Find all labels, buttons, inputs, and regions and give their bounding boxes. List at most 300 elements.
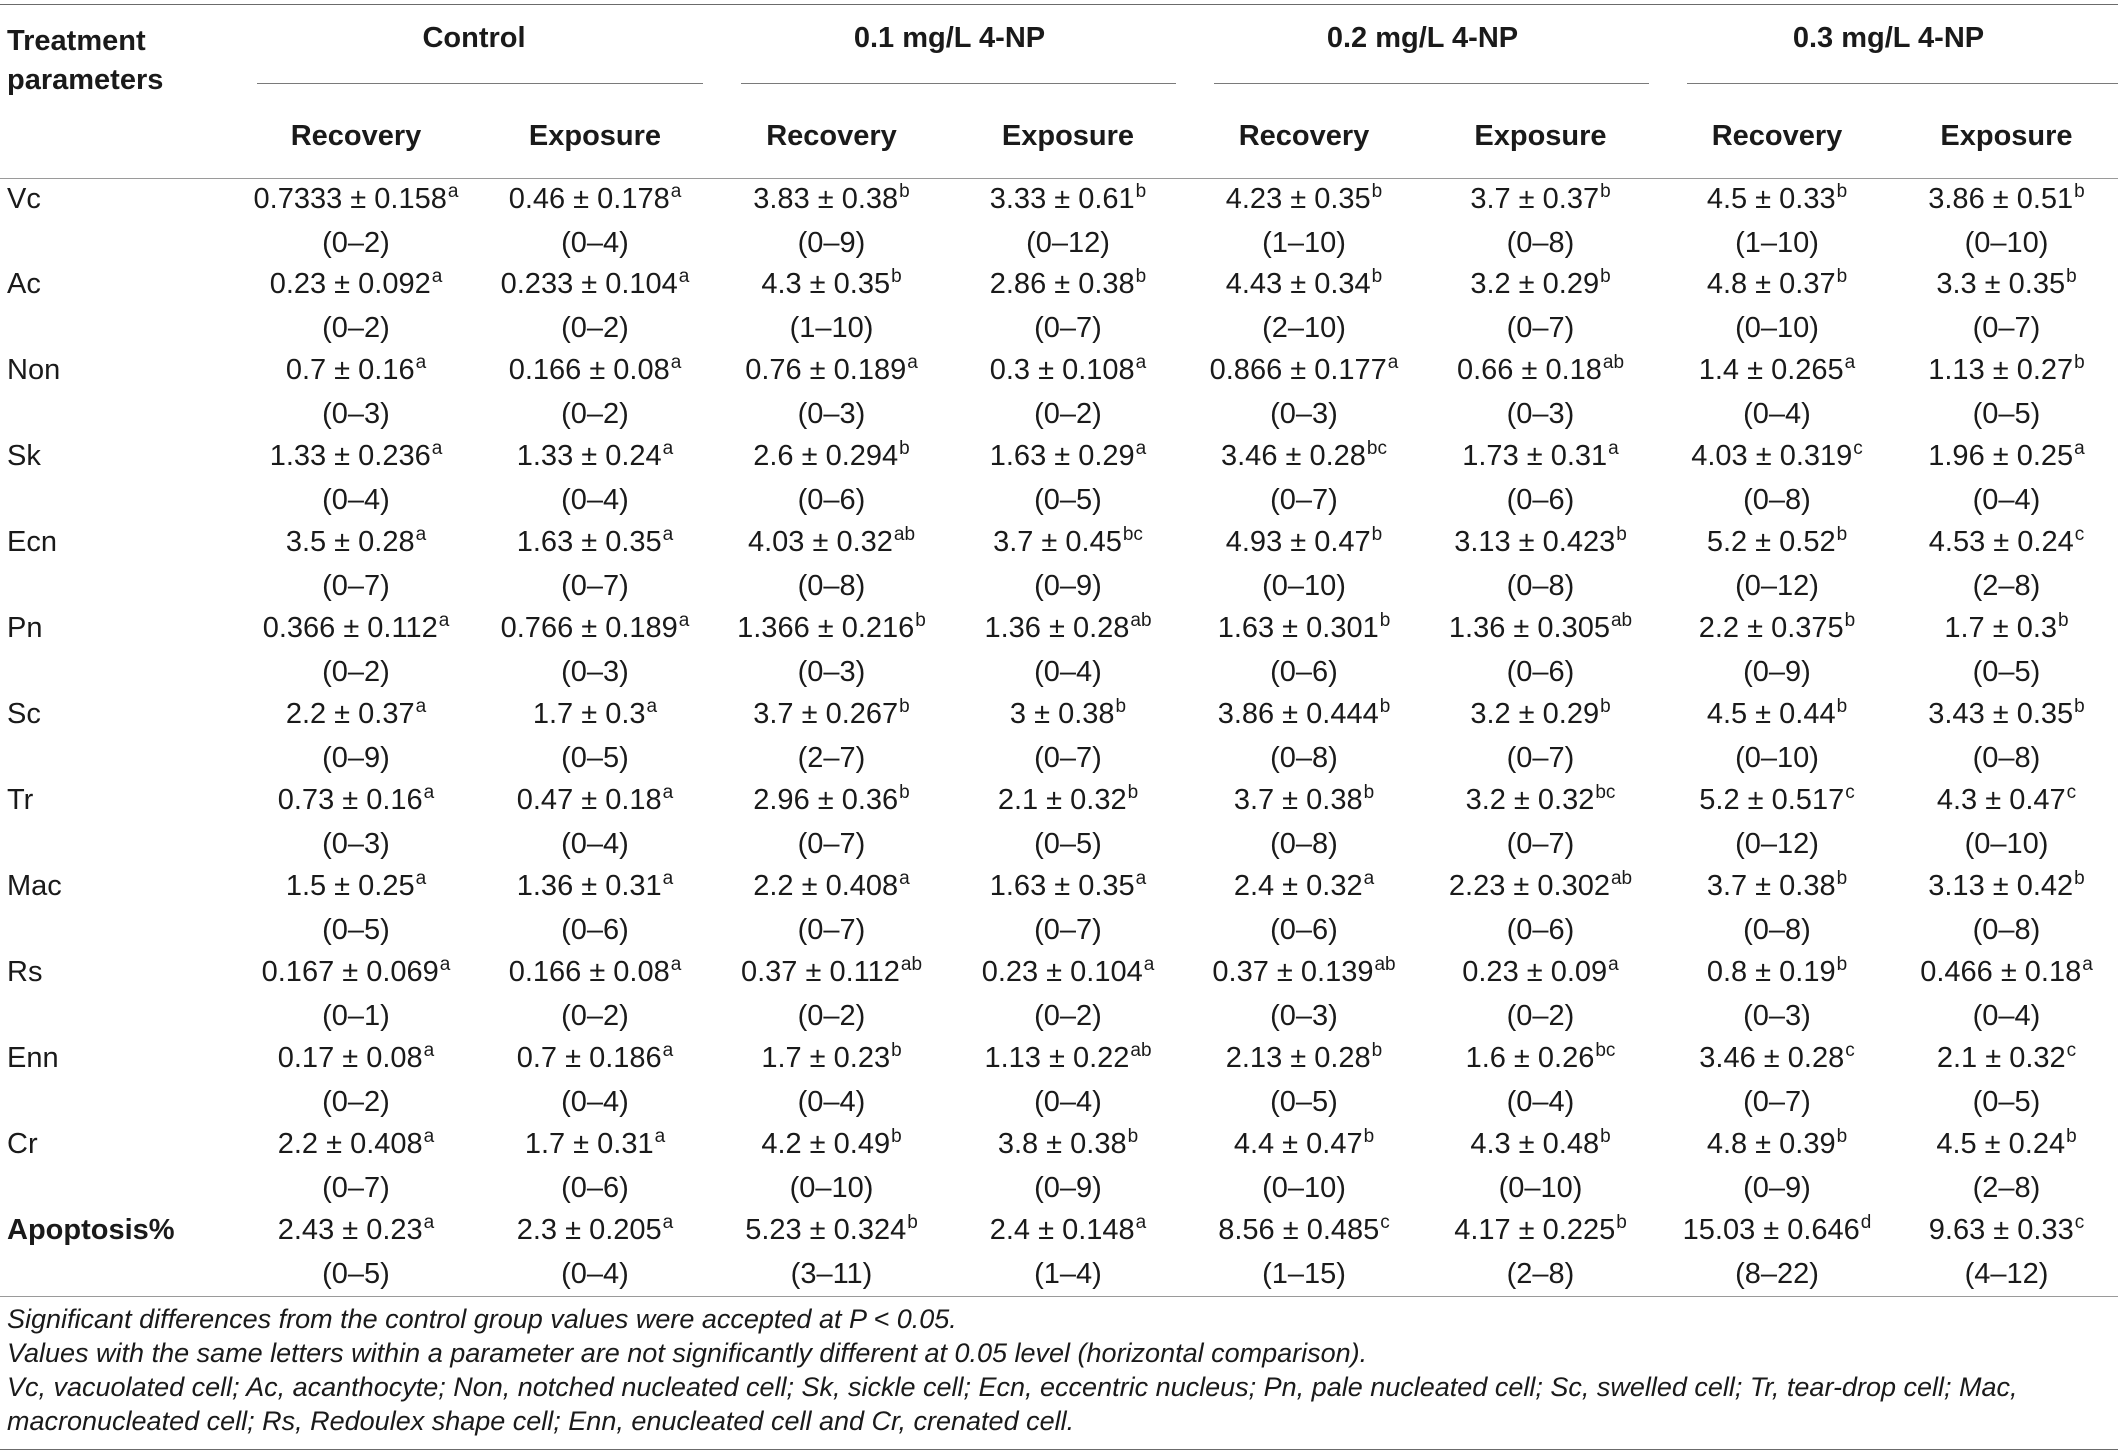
cell-range: (1–10) <box>1262 226 1346 259</box>
significance-letter: c <box>1845 782 1855 803</box>
significance-letter: b <box>1836 1126 1848 1147</box>
cell-mean-value <box>1186 952 1422 996</box>
cell-mean-value <box>1186 608 1422 652</box>
table-body <box>0 178 2118 1296</box>
mean-sd-text: 1.33 ± 0.24 <box>516 440 662 472</box>
data-cell <box>235 1124 477 1210</box>
data-cell <box>477 350 713 436</box>
mean-sd-text: 3.43 ± 0.35 <box>1928 698 2074 730</box>
data-cell <box>1659 522 1895 608</box>
cell-range: (0–10) <box>789 1172 874 1204</box>
mean-sd-text: 0.7 ± 0.186 <box>516 1042 662 1074</box>
table-row <box>0 866 2118 952</box>
significance-letter: a <box>447 180 459 202</box>
mean-sd-text: 1.6 ± 0.26 <box>1465 1042 1595 1074</box>
data-cell <box>235 694 477 780</box>
cell-mean-value <box>235 694 477 738</box>
data-cell <box>950 436 1186 522</box>
param-header <box>0 6 235 100</box>
data-cell <box>713 522 950 608</box>
data-cell <box>1422 1124 1659 1210</box>
group-header-row <box>0 6 2118 100</box>
cell-mean-value <box>950 350 1186 394</box>
cell-mean-value <box>1422 350 1659 394</box>
data-cell <box>1895 608 2118 694</box>
cell-mean-value <box>235 264 477 308</box>
cell-range: (0–4) <box>1743 398 1811 430</box>
data-cell <box>950 1210 1186 1296</box>
mean-sd-text: 4.43 ± 0.34 <box>1225 268 1371 300</box>
cell-range: (0–4) <box>561 484 629 516</box>
cell-mean-value <box>235 179 477 223</box>
data-cell <box>1186 264 1422 350</box>
significance-letter: a <box>678 610 690 631</box>
significance-letter: a <box>662 438 674 459</box>
row-param-label: Ac <box>7 268 41 300</box>
mean-sd-text: 4.8 ± 0.37 <box>1706 268 1836 300</box>
data-cell <box>713 1210 950 1296</box>
cell-range: (0–7) <box>797 828 866 860</box>
mean-sd-text: 2.13 ± 0.28 <box>1225 1042 1371 1074</box>
significance-letter: c <box>1380 1212 1390 1233</box>
page-bottom-rule <box>0 1449 2118 1450</box>
data-cell <box>1422 350 1659 436</box>
cell-mean-value <box>950 694 1186 738</box>
cell-range: (1–15) <box>1262 1258 1346 1290</box>
cell-mean-value <box>477 1038 713 1082</box>
data-cell <box>1659 1038 1895 1124</box>
data-cell <box>477 178 713 264</box>
cell-range: (0–10) <box>1262 570 1346 602</box>
data-cell <box>713 694 950 780</box>
cell-mean-value <box>950 1124 1186 1168</box>
mean-sd-text: 4.2 ± 0.49 <box>761 1128 891 1160</box>
cell-mean-value <box>1186 179 1422 223</box>
data-cell <box>235 178 477 264</box>
cell-mean-value <box>1422 694 1659 738</box>
group-header-0-3 <box>1659 6 2118 100</box>
table-row <box>0 1038 2118 1124</box>
significance-letter: b <box>2074 868 2085 889</box>
mean-sd-text: 0.17 ± 0.08 <box>277 1042 423 1074</box>
cell-range: (0–1) <box>322 1000 390 1032</box>
significance-letter: b <box>1836 180 1848 202</box>
mean-sd-text: 4.53 ± 0.24 <box>1928 526 2074 558</box>
cell-mean-value <box>950 866 1186 910</box>
cell-range: (0–2) <box>322 656 390 688</box>
subheader-row <box>0 100 2118 178</box>
cell-range: (0–7) <box>1743 1086 1811 1118</box>
mean-sd-text: 0.366 ± 0.112 <box>262 612 438 644</box>
row-param-label: Non <box>7 354 61 386</box>
mean-sd-text: 1.63 ± 0.35 <box>516 526 662 558</box>
data-cell <box>1186 1124 1422 1210</box>
cell-mean-value <box>1186 1210 1422 1254</box>
significance-letter: b <box>899 180 910 202</box>
mean-sd-text: 2.1 ± 0.32 <box>997 784 1127 816</box>
cell-mean-value <box>1659 952 1895 996</box>
data-cell <box>1659 350 1895 436</box>
mean-sd-text: 0.7333 ± 0.158 <box>253 182 447 215</box>
mean-sd-text: 3.86 ± 0.51 <box>1928 182 2074 215</box>
cell-mean-value <box>1422 522 1659 566</box>
mean-sd-text: 2.43 ± 0.23 <box>277 1214 423 1246</box>
significance-letter: a <box>907 352 918 373</box>
significance-letter: a <box>662 868 674 889</box>
mean-sd-text: 0.37 ± 0.112 <box>740 956 900 988</box>
significance-letter: a <box>2074 438 2085 459</box>
data-cell <box>1659 866 1895 952</box>
cell-mean-value <box>713 1210 950 1254</box>
data-cell <box>713 866 950 952</box>
significance-letter: b <box>1379 610 1391 631</box>
mean-sd-text: 2.86 ± 0.38 <box>989 268 1135 300</box>
mean-sd-text: 3.33 ± 0.61 <box>989 182 1135 215</box>
data-cell <box>477 780 713 866</box>
row-param-label: Enn <box>7 1042 59 1074</box>
data-cell <box>713 1038 950 1124</box>
footnote-significance: Significant differences from the control group values were accepted at P < 0.05. <box>7 1304 957 1334</box>
mean-sd-text: 1.4 ± 0.265 <box>1698 354 1844 386</box>
significance-letter: b <box>1127 782 1139 803</box>
cell-range: (0–4) <box>1034 656 1102 688</box>
cell-mean-value <box>235 350 477 394</box>
cell-range: (0–12) <box>1735 828 1819 860</box>
mean-sd-text: 2.2 ± 0.375 <box>1698 612 1844 644</box>
significance-letter: a <box>1608 954 1619 975</box>
cell-mean-value <box>1659 694 1895 738</box>
cell-range: (0–8) <box>797 570 866 602</box>
cell-mean-value <box>1659 179 1895 223</box>
cell-mean-value <box>1422 1210 1659 1254</box>
data-cell <box>713 952 950 1038</box>
cell-range: (0–6) <box>1270 656 1338 688</box>
data-cell <box>1895 694 2118 780</box>
data-cell <box>713 436 950 522</box>
data-cell <box>477 608 713 694</box>
param-header-line1: Treatment <box>7 25 146 57</box>
cell-range: (0–4) <box>1972 1000 2041 1032</box>
cell-mean-value <box>713 866 950 910</box>
cell-range: (0–7) <box>1506 312 1575 344</box>
cell-mean-value <box>235 866 477 910</box>
mean-sd-text: 0.76 ± 0.189 <box>745 354 907 386</box>
group-rule <box>741 83 1176 84</box>
cell-range: (2–10) <box>1262 312 1346 344</box>
cell-mean-value <box>1659 522 1895 566</box>
cell-range: (0–7) <box>1034 914 1102 946</box>
data-cell <box>950 1038 1186 1124</box>
significance-letter: b <box>1135 180 1147 202</box>
data-cell <box>950 694 1186 780</box>
cell-range: (0–6) <box>1506 484 1575 516</box>
subheader-0-3-exposure: Exposure <box>1895 100 2118 178</box>
significance-letter: a <box>662 1040 674 1061</box>
data-cell <box>950 780 1186 866</box>
mean-sd-text: 0.47 ± 0.18 <box>516 784 662 816</box>
significance-letter: b <box>1836 868 1848 889</box>
significance-letter: b <box>1363 1126 1375 1147</box>
data-cell <box>1422 952 1659 1038</box>
data-cell <box>1659 694 1895 780</box>
cell-mean-value <box>1186 694 1422 738</box>
data-cell <box>235 522 477 608</box>
cell-mean-value <box>1895 179 2118 223</box>
significance-letter: b <box>1600 1126 1611 1147</box>
cell-range: (0–5) <box>1972 656 2041 688</box>
row-param-label: Tr <box>7 784 34 816</box>
cell-mean-value <box>235 608 477 652</box>
cell-mean-value <box>1186 780 1422 824</box>
cell-mean-value <box>477 780 713 824</box>
subheader-control-recovery: Recovery <box>235 100 477 178</box>
mean-sd-text: 2.4 ± 0.32 <box>1233 870 1363 902</box>
mean-sd-text: 0.466 ± 0.18 <box>1920 956 2082 988</box>
significance-letter: a <box>2082 954 2093 975</box>
cell-range: (2–8) <box>1972 570 2041 602</box>
cell-range: (0–8) <box>1506 570 1575 602</box>
data-cell <box>235 264 477 350</box>
mean-sd-text: 0.233 ± 0.104 <box>500 268 678 300</box>
data-cell <box>1186 780 1422 866</box>
cell-mean-value <box>713 952 950 996</box>
subheader-control-exposure: Exposure <box>477 100 713 178</box>
row-param-label: Vc <box>7 182 41 215</box>
data-cell <box>1895 1124 2118 1210</box>
mean-sd-text: 4.17 ± 0.225 <box>1454 1214 1616 1246</box>
cell-range: (0–4) <box>561 1086 629 1118</box>
cell-mean-value <box>477 179 713 223</box>
cell-range: (0–2) <box>561 1000 629 1032</box>
cell-range: (0–3) <box>1270 398 1338 430</box>
cell-mean-value <box>713 179 950 223</box>
significance-letter: b <box>1836 266 1848 287</box>
cell-range: (0–7) <box>1506 742 1575 774</box>
cell-range: (0–6) <box>1506 914 1575 946</box>
cell-range: (0–7) <box>1506 828 1575 860</box>
cell-range: (0–2) <box>1034 398 1102 430</box>
mean-sd-text: 0.73 ± 0.16 <box>277 784 423 816</box>
table-row <box>0 952 2118 1038</box>
table-row <box>0 350 2118 436</box>
cell-mean-value <box>1422 179 1659 223</box>
cell-range: (0–2) <box>1506 1000 1575 1032</box>
data-cell <box>235 780 477 866</box>
cell-range: (0–4) <box>322 484 390 516</box>
cell-mean-value <box>1659 436 1895 480</box>
cell-mean-value <box>1895 1038 2118 1082</box>
cell-range: (0–6) <box>1270 914 1338 946</box>
significance-letter: b <box>1371 180 1383 202</box>
data-cell <box>1186 436 1422 522</box>
data-cell <box>1186 1038 1422 1124</box>
significance-letter: b <box>1616 524 1627 545</box>
row-param-label: Sk <box>7 440 41 472</box>
cell-range: (0–3) <box>1743 1000 1811 1032</box>
cell-mean-value <box>1895 264 2118 308</box>
data-cell <box>950 866 1186 952</box>
cell-range: (0–3) <box>1270 1000 1338 1032</box>
cell-range: (0–10) <box>1964 828 2049 860</box>
cell-mean-value <box>1895 522 2118 566</box>
data-cell <box>1186 608 1422 694</box>
significance-letter: a <box>423 1040 435 1061</box>
results-table <box>0 6 2118 1297</box>
cell-mean-value <box>1422 1124 1659 1168</box>
cell-range: (2–8) <box>1506 1258 1575 1290</box>
data-cell <box>477 694 713 780</box>
group-label: Control <box>422 22 526 54</box>
cell-mean-value <box>477 264 713 308</box>
cell-range: (8–22) <box>1735 1258 1819 1290</box>
mean-sd-text: 1.7 ± 0.3 <box>1944 612 2058 644</box>
cell-range: (1–10) <box>1735 226 1819 259</box>
cell-mean-value <box>477 694 713 738</box>
mean-sd-text: 0.8 ± 0.19 <box>1706 956 1836 988</box>
cell-mean-value <box>1422 436 1659 480</box>
cell-range: (2–8) <box>1972 1172 2041 1204</box>
mean-sd-text: 4.5 ± 0.24 <box>1936 1128 2066 1160</box>
cell-mean-value <box>713 350 950 394</box>
cell-range: (0–8) <box>1270 742 1338 774</box>
significance-letter: b <box>891 1040 902 1061</box>
cell-mean-value <box>235 1210 477 1254</box>
cell-range: (0–5) <box>322 914 390 946</box>
data-cell <box>1422 1210 1659 1296</box>
subheader-0-2-recovery: Recovery <box>1186 100 1422 178</box>
cell-range: (0–2) <box>1034 1000 1102 1032</box>
subheader-0-1-exposure: Exposure <box>950 100 1186 178</box>
mean-sd-text: 0.37 ± 0.139 <box>1212 956 1374 988</box>
cell-range: (0–9) <box>1743 656 1811 688</box>
data-cell <box>713 780 950 866</box>
cell-mean-value <box>1659 608 1895 652</box>
cell-mean-value <box>713 694 950 738</box>
cell-range: (0–4) <box>797 1086 866 1118</box>
data-cell <box>235 608 477 694</box>
table-row <box>0 522 2118 608</box>
mean-sd-text: 1.36 ± 0.28 <box>984 612 1130 644</box>
cell-range: (0–7) <box>1034 742 1102 774</box>
significance-letter: c <box>1853 438 1863 459</box>
cell-range: (0–9) <box>1743 1172 1811 1204</box>
group-header-0-1 <box>713 6 1186 100</box>
row-param-label: Apoptosis% <box>0 1210 235 1296</box>
group-rule <box>1214 83 1649 84</box>
data-cell <box>1186 866 1422 952</box>
significance-letter: bc <box>1595 782 1616 803</box>
cell-range: (0–3) <box>797 398 866 430</box>
cell-range: (0–6) <box>1506 656 1575 688</box>
data-cell <box>477 1038 713 1124</box>
significance-letter: ab <box>1374 954 1396 975</box>
cell-mean-value <box>1186 436 1422 480</box>
mean-sd-text: 4.5 ± 0.44 <box>1706 698 1836 730</box>
cell-range: (0–8) <box>1270 828 1338 860</box>
cell-mean-value <box>950 952 1186 996</box>
data-cell <box>1895 780 2118 866</box>
mean-sd-text: 8.56 ± 0.485 <box>1218 1214 1380 1246</box>
data-cell <box>1422 1038 1659 1124</box>
data-cell <box>1186 1210 1422 1296</box>
cell-range: (0–7) <box>1034 312 1102 344</box>
significance-letter: ab <box>1130 1040 1152 1061</box>
data-cell <box>713 264 950 350</box>
significance-letter: d <box>1860 1212 1872 1233</box>
data-cell <box>477 436 713 522</box>
significance-letter: b <box>1371 524 1383 545</box>
cell-mean-value <box>1659 780 1895 824</box>
significance-letter: b <box>2074 696 2085 717</box>
significance-letter: a <box>670 352 682 373</box>
significance-letter: a <box>670 180 682 202</box>
cell-range: (0–3) <box>797 656 866 688</box>
data-cell <box>1895 264 2118 350</box>
significance-letter: b <box>1836 696 1848 717</box>
mean-sd-text: 0.167 ± 0.069 <box>261 956 439 988</box>
row-param-label: Mac <box>7 870 62 902</box>
table-header <box>0 6 2118 178</box>
significance-letter: ab <box>1610 610 1633 631</box>
group-label: 0.1 mg/L 4-NP <box>853 22 1046 54</box>
significance-letter: b <box>891 1126 902 1147</box>
cell-mean-value <box>1659 1210 1895 1254</box>
significance-letter: b <box>2066 1126 2077 1147</box>
table-row <box>0 264 2118 350</box>
footnotes <box>7 1302 2107 1438</box>
row-param-label: Sc <box>7 698 41 730</box>
cell-mean-value <box>477 1124 713 1168</box>
significance-letter: b <box>1844 610 1856 631</box>
data-cell <box>1422 780 1659 866</box>
cell-range: (0–3) <box>1506 398 1575 430</box>
significance-letter: a <box>899 868 910 889</box>
cell-range: (0–5) <box>561 742 629 774</box>
mean-sd-text: 2.6 ± 0.294 <box>753 440 899 472</box>
significance-letter: a <box>646 696 658 717</box>
cell-range: (0–6) <box>561 1172 629 1204</box>
mean-sd-text: 0.46 ± 0.178 <box>508 182 670 215</box>
data-cell <box>1895 1210 2118 1296</box>
cell-range: (0–10) <box>1498 1172 1583 1204</box>
cell-mean-value <box>1659 350 1895 394</box>
cell-mean-value <box>235 1038 477 1082</box>
data-cell <box>1186 178 1422 264</box>
cell-range: (0–9) <box>322 742 390 774</box>
data-cell <box>950 608 1186 694</box>
cell-mean-value <box>477 866 713 910</box>
significance-letter: bc <box>1122 524 1143 545</box>
cell-range: (0–7) <box>797 914 866 946</box>
mean-sd-text: 1.7 ± 0.3 <box>532 698 646 730</box>
significance-letter: b <box>1616 1212 1627 1233</box>
row-param-label: Rs <box>7 956 43 988</box>
row-param-label: Ecn <box>7 526 57 558</box>
mean-sd-text: 2.1 ± 0.32 <box>1936 1042 2066 1074</box>
data-cell <box>1422 436 1659 522</box>
data-cell <box>950 264 1186 350</box>
data-cell <box>1895 952 2118 1038</box>
cell-range: (0–12) <box>1735 570 1819 602</box>
cell-mean-value <box>477 1210 713 1254</box>
cell-mean-value <box>477 522 713 566</box>
mean-sd-text: 2.2 ± 0.408 <box>753 870 899 902</box>
data-cell <box>235 1210 477 1296</box>
cell-mean-value <box>713 264 950 308</box>
data-cell <box>1186 694 1422 780</box>
significance-letter: b <box>899 696 910 717</box>
cell-range: (0–12) <box>1026 226 1110 259</box>
